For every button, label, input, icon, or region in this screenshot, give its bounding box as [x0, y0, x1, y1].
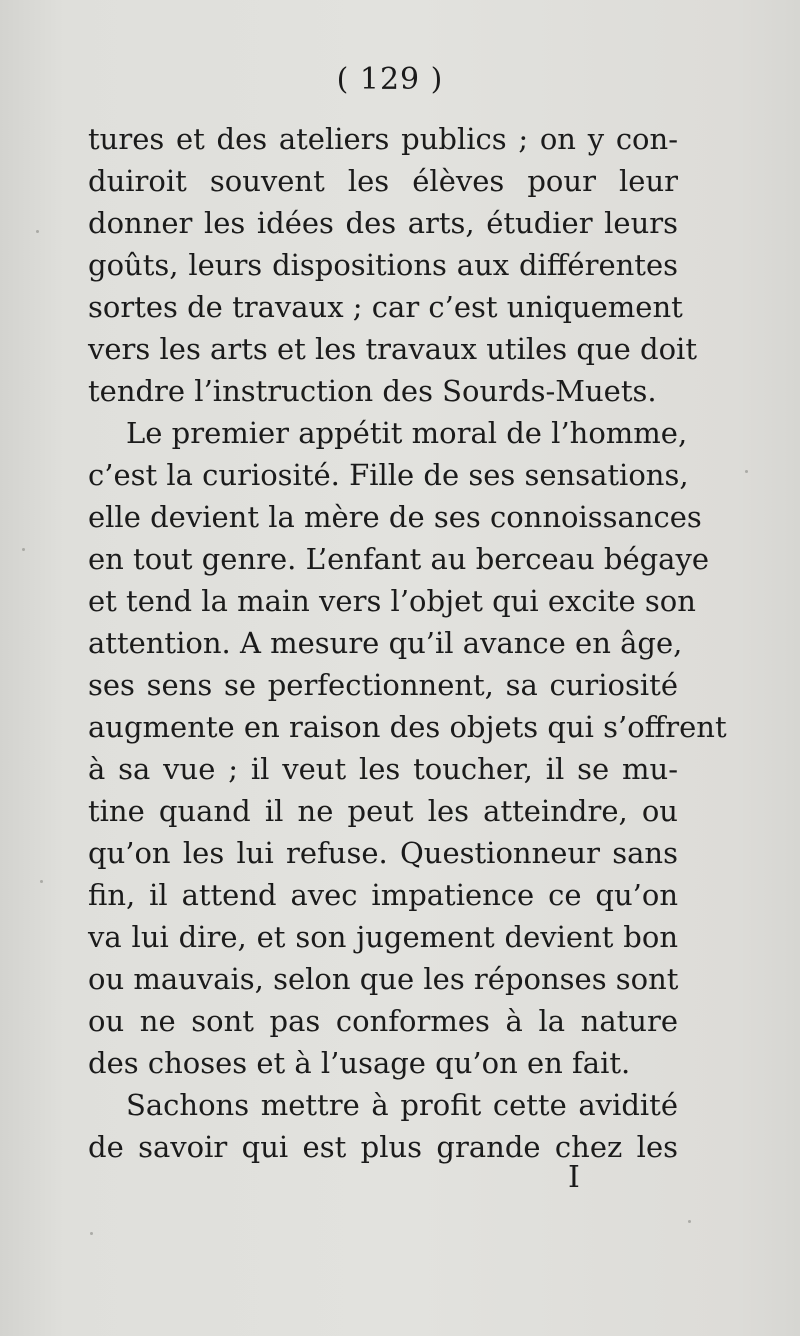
text-line: sortes de travaux ; car c’est uniquement [88, 290, 683, 324]
text-line: augmente en raison des objets qui s’offrent [88, 710, 727, 744]
signature-mark: I [568, 1160, 580, 1195]
text-line: des choses et à l’usage qu’on en fait. [88, 1046, 631, 1080]
text-line: tendre l’instruction des Sourds-Muets. [88, 374, 657, 408]
text-line: tures et des ateliers publics ; on y con- [88, 122, 678, 156]
text-line: elle devient la mère de ses connoissances [88, 500, 702, 534]
text-line: vers les arts et les travaux utiles que doit [88, 332, 697, 366]
text-line: ou mauvais, selon que les réponses sont [88, 962, 679, 996]
text-line: à sa vue ; il veut les toucher, il se mu- [88, 752, 678, 786]
paragraph-start-line: Le premier appétit moral de l’homme, [126, 416, 688, 450]
paper-speck [40, 880, 43, 883]
text-line: de savoir qui est plus grande chez les [88, 1130, 678, 1164]
paper-speck [688, 1220, 691, 1223]
text-line: ou ne sont pas conformes à la nature [88, 1004, 678, 1038]
paper-speck [22, 548, 25, 551]
text-line: donner les idées des arts, étudier leurs [88, 206, 678, 240]
text-line: duiroit souvent les élèves pour leur [88, 164, 678, 198]
paragraph-start-line: Sachons mettre à profit cette avidité [126, 1088, 678, 1122]
page-number: ( 129 ) [336, 62, 444, 97]
text-line: c’est la curiosité. Fille de ses sensations, [88, 458, 689, 492]
paper-speck [90, 1232, 93, 1235]
paper-speck [745, 470, 748, 473]
text-line: et tend la main vers l’objet qui excite son [88, 584, 696, 618]
text-line: goûts, leurs dispositions aux différentes [88, 248, 678, 282]
text-line: tine quand il ne peut les atteindre, ou [88, 794, 678, 828]
text-line: en tout genre. L’enfant au berceau bégaye [88, 542, 710, 576]
text-line: qu’on les lui refuse. Questionneur sans [88, 836, 678, 870]
text-line: fin, il attend avec impatience ce qu’on [88, 878, 678, 912]
text-line: va lui dire, et son jugement devient bon [88, 920, 678, 954]
text-line: attention. A mesure qu’il avance en âge, [88, 626, 683, 660]
paper-speck [36, 230, 39, 233]
text-line: ses sens se perfectionnent, sa curiosité [88, 668, 678, 702]
